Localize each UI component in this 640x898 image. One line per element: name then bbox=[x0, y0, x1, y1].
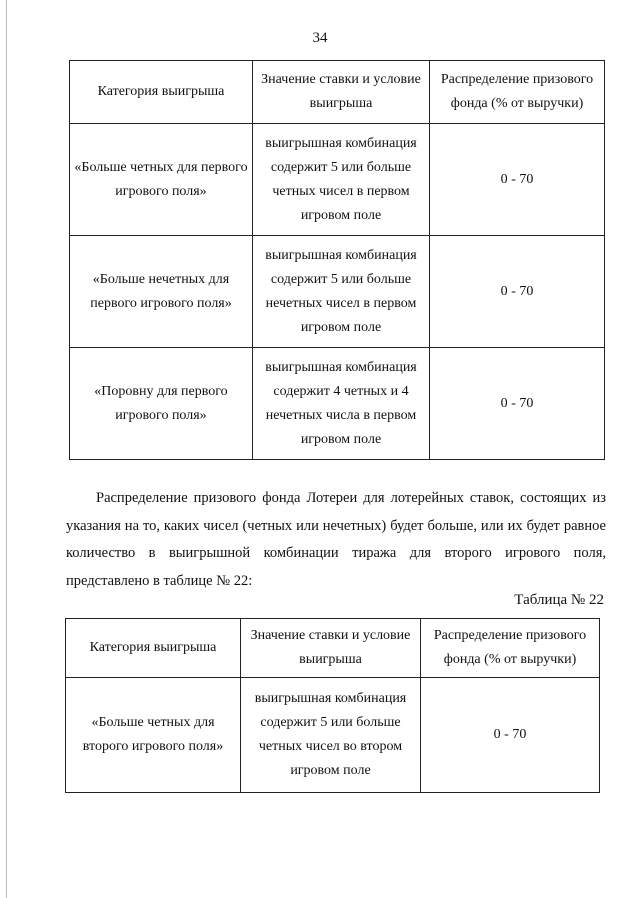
prize-distribution-table-1 bbox=[69, 60, 605, 460]
header-condition: Значение ставки и условие выигрыша bbox=[253, 61, 430, 124]
header-category: Категория выигрыша bbox=[70, 61, 253, 124]
cell-condition: выигрышная комбинация содержит 5 или больше нечетных чисел в первом игровом поле bbox=[253, 236, 430, 348]
cell-condition: выигрышная комбинация содержит 5 или больше четных чисел в первом игровом поле bbox=[253, 124, 430, 236]
cell-category: «Больше четных для второго игрового поля» bbox=[66, 678, 241, 793]
cell-distribution: 0 - 70 bbox=[430, 348, 605, 460]
table-header-row bbox=[66, 619, 600, 678]
cell-category: «Поровну для первого игрового поля» bbox=[70, 348, 253, 460]
header-condition: Значение ставки и условие выигрыша bbox=[241, 619, 421, 678]
table-row bbox=[70, 124, 605, 236]
cell-distribution: 0 - 70 bbox=[430, 236, 605, 348]
page-edge-line bbox=[6, 0, 7, 898]
table-caption: Таблица № 22 bbox=[514, 592, 604, 608]
table-row bbox=[70, 348, 605, 460]
cell-condition: выигрышная комбинация содержит 4 четных и 4 нечетных числа в первом игровом поле bbox=[253, 348, 430, 460]
prize-distribution-table-22 bbox=[65, 618, 600, 793]
header-category: Категория выигрыша bbox=[66, 619, 241, 678]
page-number: 34 bbox=[312, 30, 328, 46]
table-header-row bbox=[70, 61, 605, 124]
body-paragraph: Распределение призового фонда Лотереи для лотерейных ставок, состоящих из указания на то, каких чисел (четных или нечетных) будет больше, или их будет равное количество в выигрышной комбинации тиража для второго игрового поля, представлено в таблице № 22: bbox=[66, 490, 606, 589]
header-distribution: Распределение призового фонда (% от выручки) bbox=[430, 61, 605, 124]
cell-distribution: 0 - 70 bbox=[421, 678, 600, 793]
table-row bbox=[70, 236, 605, 348]
table-row bbox=[66, 678, 600, 793]
cell-category: «Больше четных для первого игрового поля» bbox=[70, 124, 253, 236]
header-distribution: Распределение призового фонда (% от выручки) bbox=[421, 619, 600, 678]
cell-category: «Больше нечетных для первого игрового поля» bbox=[70, 236, 253, 348]
cell-condition: выигрышная комбинация содержит 5 или больше четных чисел во втором игровом поле bbox=[241, 678, 421, 793]
cell-distribution: 0 - 70 bbox=[430, 124, 605, 236]
